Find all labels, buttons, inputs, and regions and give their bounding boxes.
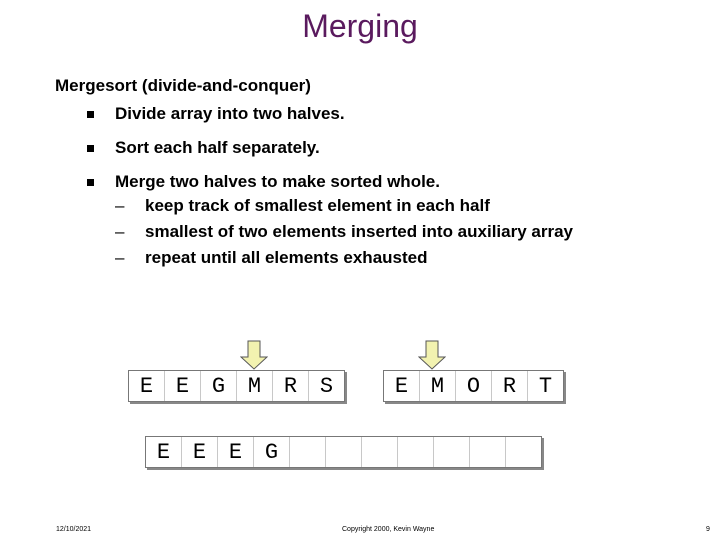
array-cell-empty (325, 437, 361, 467)
array-cell: O (455, 371, 491, 401)
square-bullet-icon (87, 111, 94, 118)
array-cell: E (217, 437, 253, 467)
page-number: 9 (706, 526, 710, 533)
down-arrow-icon (418, 340, 446, 370)
square-bullet-icon (87, 179, 94, 186)
bullet-text: Divide array into two halves. (115, 104, 345, 123)
sub-bullet-item (115, 248, 573, 274)
array-cell-empty (397, 437, 433, 467)
bullet-item (85, 104, 573, 138)
auxiliary-array (145, 436, 542, 468)
bullet-text: Merge two halves to make sorted whole. (115, 172, 440, 191)
array-cell: M (419, 371, 455, 401)
array-cell-empty (361, 437, 397, 467)
dash-icon: – (115, 196, 125, 215)
slide-subtitle: Mergesort (divide-and-conquer) (55, 76, 311, 95)
sub-bullet-item (115, 222, 573, 248)
bullet-text: Sort each half separately. (115, 138, 320, 157)
bullet-item (85, 138, 573, 172)
bullet-item (85, 172, 573, 274)
array-cell: E (156, 439, 171, 465)
array-cell-empty (289, 437, 325, 467)
array-cell-empty (469, 437, 505, 467)
array-cell-empty (433, 437, 469, 467)
array-cell: R (272, 371, 308, 401)
sub-bullet-text: keep track of smallest element in each half (145, 196, 490, 215)
array-cell: M (236, 371, 272, 401)
array-cell: E (139, 373, 154, 399)
array-cell: G (200, 371, 236, 401)
right-half-array (383, 370, 564, 402)
footer-copyright: Copyright 2000, Kevin Wayne (342, 526, 435, 533)
array-cell-empty (505, 437, 541, 467)
sub-bullet-list (115, 196, 573, 274)
footer-date: 12/10/2021 (56, 526, 92, 533)
sub-bullet-item (115, 196, 573, 222)
square-bullet-icon (87, 145, 94, 152)
array-cell: S (308, 371, 344, 401)
dash-icon: – (115, 222, 125, 241)
array-cell: E (394, 373, 409, 399)
array-cell: E (181, 437, 217, 467)
sub-bullet-text: smallest of two elements inserted into auxiliary array (145, 222, 573, 241)
left-half-array (128, 370, 345, 402)
array-cell: R (491, 371, 527, 401)
down-arrow-icon (240, 340, 268, 370)
array-cell: G (253, 437, 289, 467)
dash-icon: – (115, 248, 125, 267)
slide-title: Merging (302, 8, 418, 44)
array-cell: E (164, 371, 200, 401)
sub-bullet-text: repeat until all elements exhausted (145, 248, 428, 267)
bullet-list (85, 104, 573, 274)
array-cell: T (527, 371, 563, 401)
